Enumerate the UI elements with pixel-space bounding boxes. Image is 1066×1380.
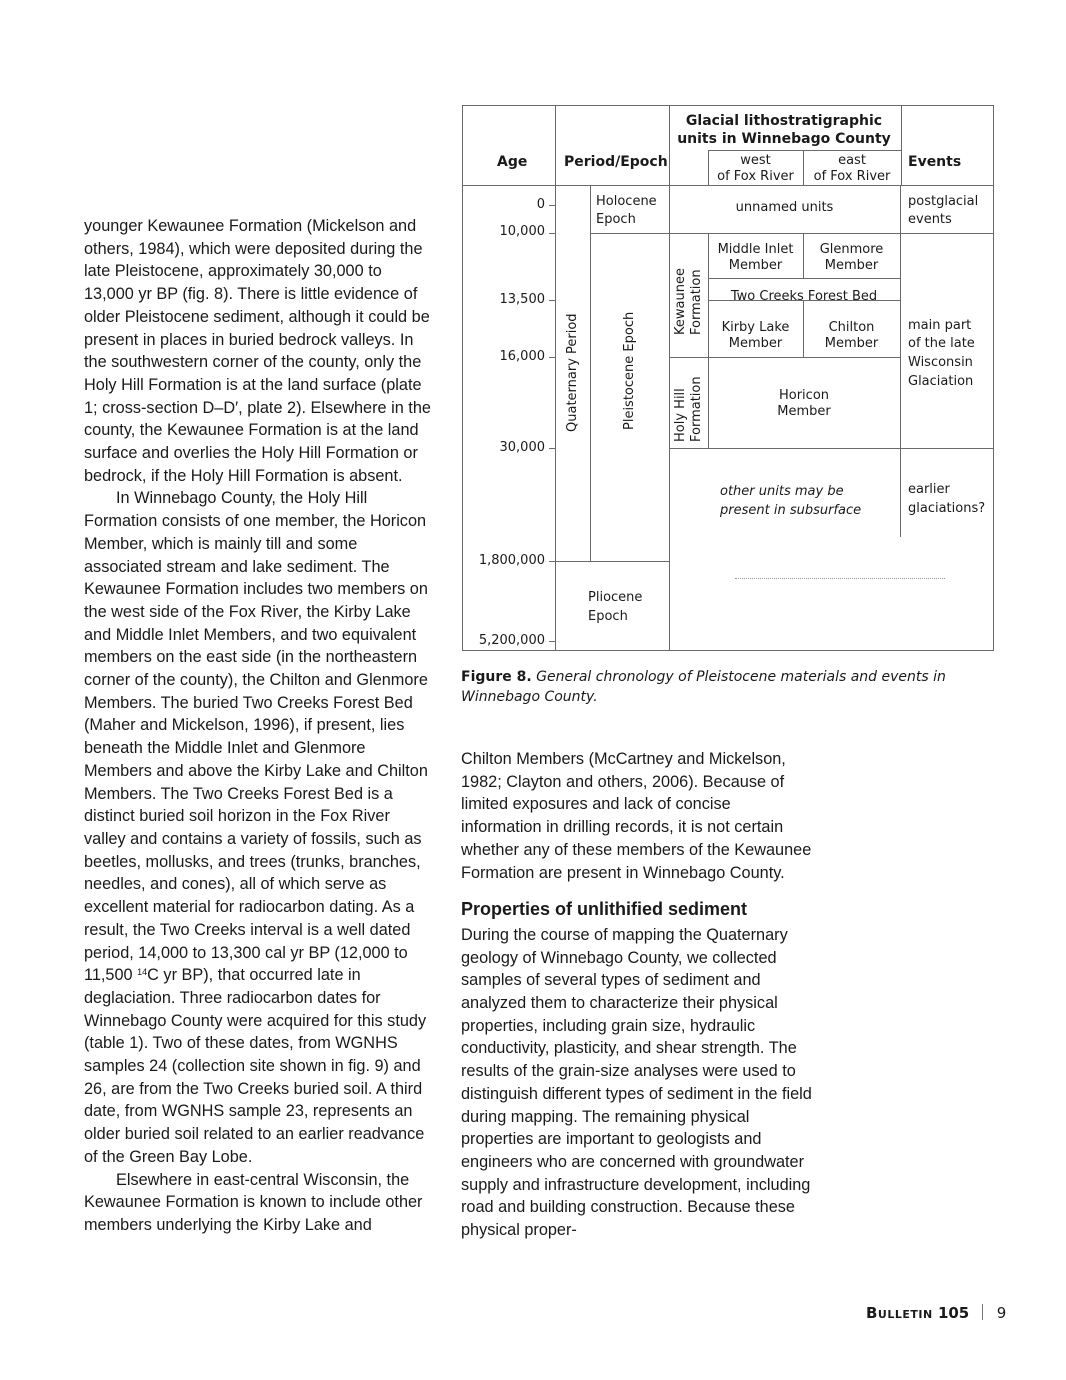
header-west: west — [740, 153, 771, 168]
header-east: east — [838, 153, 866, 168]
body-paragraph: During the course of mapping the Quaternary geology of Winnebago County, we collected samples of several types of sediment and analyzed them to characterize their physical properties, including grain size, hydraulic conductivity, plasticity, and shear strength. The results of the grain-size analyses were used to distinguish different types of sediment in the field during mapping. The remaining physical properties are important to geologists and engineers who are concerned with groundwater supply and infrastructure development, including road and building construction. Because these physical proper- — [461, 925, 812, 1240]
middle-inlet: Middle Inlet — [717, 242, 794, 257]
glenmore-2: Member — [824, 258, 879, 273]
horicon-2: Member — [777, 404, 831, 419]
header-events: Events — [908, 154, 962, 170]
holocene-label-2: Epoch — [596, 212, 636, 227]
other-units: other units may be — [720, 484, 844, 499]
body-paragraph: Chilton Members (McCartney and Mickelson, 1982; Clayton and others, 2006). Because of limited exposures and lack of concise information in drilling records, it is not certain whether any of these members of the Kewaunee Formation are present in Winnebago County. — [461, 750, 812, 882]
chilton-2: Member — [824, 336, 879, 351]
body-paragraph: In Winnebago County, the Holy Hill Formation consists of one member, the Horicon Member, which is mainly till and some associated stream and lake sediment. The Kewaunee Formation includes two members on the west side of the Fox River, the Kirby Lake and Middle Inlet Members, and two equivalent members on the east side (in the northeastern corner of the county), the Chilton and Glenmore Members. The buried Two Creeks Forest Bed (Maher and Mickelson, 1996), if present, lies beneath the Middle Inlet and Glenmore Members and above the Kirby Lake and Chilton Members. The Two Creeks Forest Bed is a distinct buried soil horizon in the Fox River valley and contains a variety of fossils, such as beetles, mollusks, and trees (trunks, branches, needles, and cones), all of which serve as excellent material for radiocarbon dating. As a result, the Two Creeks interval is a well dated period, 14,000 to 13,300 cal yr BP (12,000 to 11,500 $^{14}$C yr BP), that occurred late in deglaciation. Three radiocarbon dates for Winnebago County were acquired for this study (table 1). Two of these dates, from WGNHS samples 24 (collection site shown in fig. 9) and 26, are from the Two Creeks buried soil. A third date, from WGNHS sample 23, represents an older buried soil related to an earlier readvance of the Green Bay Lobe. — [84, 489, 428, 1166]
header-units-line2: units in Winnebago County — [677, 131, 891, 147]
unnamed-units: unnamed units — [735, 200, 834, 215]
age-label: 10,000 — [499, 224, 545, 239]
page-number: 9 — [996, 1304, 1007, 1322]
pleistocene-label: Pleistocene Epoch — [622, 311, 637, 430]
age-label: 5,200,000 — [478, 633, 545, 648]
holyhill-label-2: Formation — [689, 376, 704, 442]
body-paragraph: younger Kewaunee Formation (Mickelson and others, 1984), which were deposited during the late Pleistocene, approximately 30,000 to 13,000 yr BP (fig. 8). There is little evidence of older Pleistocene sediment, although it could be present in places in buried bedrock valleys. In the southwestern corner of the county, only the Holy Hill Formation is at the land surface (plate 1; cross-section D–D′, plate 2). Elsewhere in the county, the Kewaunee Formation is at the land surface and overlies the Holy Hill Formation or bedrock, if the Holy Hill Formation is absent. — [84, 217, 431, 485]
left-text-column — [84, 215, 434, 1237]
event-main: main part — [908, 318, 972, 333]
right-text-column — [461, 748, 813, 1242]
event-main-4: Glaciation — [908, 374, 974, 389]
header-west-sub: of Fox River — [717, 169, 794, 184]
age-label: 0 — [536, 197, 545, 212]
other-units-2: present in subsurface — [720, 503, 862, 518]
chronology-figure — [462, 105, 994, 651]
middle-inlet-2: Member — [728, 258, 783, 273]
event-earlier-2: glaciations? — [908, 501, 986, 516]
chilton: Chilton — [828, 320, 875, 335]
body-paragraph: Elsewhere in east-central Wisconsin, the Kewaunee Formation is known to include other members underlying the Kirby Lake and — [84, 1170, 423, 1234]
publication-name: Bulletin — [866, 1304, 933, 1322]
age-label: 13,500 — [499, 292, 545, 307]
event-main-3: Wisconsin — [908, 355, 973, 370]
header-age: Age — [497, 154, 528, 170]
footer-divider — [982, 1304, 983, 1320]
event-postglacial-2: events — [908, 212, 952, 227]
age-label: 16,000 — [499, 349, 545, 364]
quaternary-label: Quaternary Period — [565, 313, 580, 432]
page-footer — [866, 1304, 1006, 1322]
kewaunee-label: Kewaunee — [673, 268, 688, 335]
glenmore: Glenmore — [819, 242, 884, 257]
kirby-lake-2: Member — [728, 336, 783, 351]
event-postglacial: postglacial — [908, 194, 979, 209]
header-units-line1: Glacial lithostratigraphic — [685, 113, 883, 129]
header-east-sub: of Fox River — [813, 169, 891, 184]
superscript: 14 — [137, 967, 148, 978]
section-heading: Properties of unlithified sediment — [461, 899, 748, 920]
age-label: 1,800,000 — [478, 553, 545, 568]
header-period-epoch: Period/Epoch — [564, 154, 668, 170]
kirby-lake: Kirby Lake — [721, 320, 790, 335]
kewaunee-label-2: Formation — [689, 269, 704, 335]
holyhill-label: Holy Hill — [673, 388, 688, 442]
age-label: 30,000 — [499, 440, 545, 455]
horicon: Horicon — [778, 388, 830, 403]
pliocene-label-2: Epoch — [588, 609, 628, 624]
holocene-label: Holocene — [596, 194, 657, 209]
two-creeks: Two Creeks Forest Bed — [730, 289, 878, 304]
caption-text: General chronology of Pleistocene materials and events in Winnebago County. — [461, 669, 946, 705]
event-earlier: earlier — [908, 482, 950, 497]
pliocene-label: Pliocene — [588, 590, 643, 605]
publication-number: 105 — [937, 1304, 970, 1322]
caption-label: Figure 8. — [461, 669, 532, 685]
event-main-2: of the late — [908, 336, 975, 351]
figure-caption — [461, 667, 981, 707]
